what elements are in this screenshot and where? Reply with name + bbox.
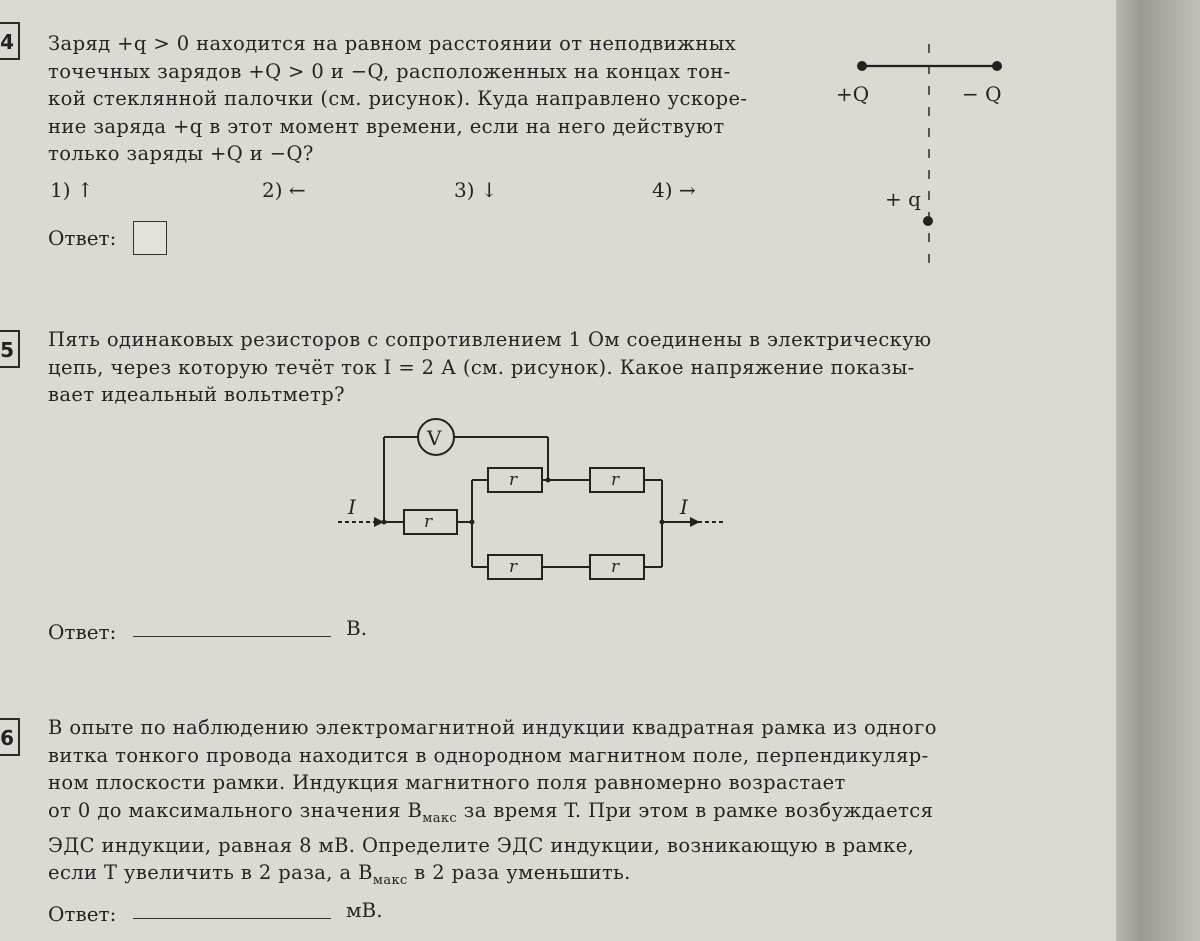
- task-15-line: цепь, через которую течёт ток I = 2 А (см. рисунок). Какое напряжение показы-: [48, 355, 915, 379]
- task-15-line: Пять одинаковых резисторов с сопротивлением 1 Ом соединены в электрическую: [48, 328, 932, 351]
- task-number-16: 6: [0, 718, 20, 756]
- answer-unit-16: мВ.: [346, 898, 383, 922]
- task-14-line: только заряды +Q и −Q?: [48, 142, 314, 165]
- junction: [546, 478, 551, 483]
- current-in-label: I: [348, 495, 356, 519]
- task-number-15: 5: [0, 330, 20, 368]
- junction: [382, 520, 387, 525]
- answer-unit-15: В.: [346, 616, 368, 640]
- label-minus-Q: − Q: [962, 82, 1002, 106]
- task-16-line: ЭДС индукции, равная 8 мВ. Определите ЭДС индукции, возникающую в рамке,: [48, 833, 915, 857]
- option-4[interactable]: 4) →: [652, 178, 696, 202]
- junction: [470, 520, 475, 525]
- option-2[interactable]: 2) ←: [262, 178, 306, 202]
- b-max-subscript: макс: [372, 873, 408, 889]
- task-16-text-part: в 2 раза уменьшить.: [407, 861, 631, 885]
- task-16-text-part: от 0 до максимального значения B: [48, 798, 423, 822]
- task-15-line: вает идеальный вольтметр?: [48, 383, 345, 406]
- voltmeter-label: V: [427, 426, 442, 450]
- option-1[interactable]: 1) ↑: [50, 178, 94, 202]
- task-14-line: кой стеклянной палочки (см. рисунок). Куда направлено ускоре-: [48, 87, 748, 110]
- task-14-line: точечных зарядов +Q > 0 и −Q, расположенных на концах тон-: [48, 59, 731, 83]
- task-16-line: ном плоскости рамки. Индукция магнитного поля равномерно возрастает: [48, 771, 846, 794]
- task-14-line: Заряд +q > 0 находится на равном расстоянии от неподвижных: [48, 32, 737, 55]
- resistor-label: r: [424, 512, 433, 532]
- junction: [660, 520, 665, 525]
- b-max-subscript: макс: [422, 810, 458, 826]
- answer-label-14: Ответ:: [48, 226, 117, 250]
- resistor-label: r: [509, 470, 518, 490]
- label-plus-q: + q: [885, 187, 921, 211]
- task-number-14: 4: [0, 22, 20, 60]
- resistor-label: r: [611, 470, 620, 490]
- answer-label-15: Ответ:: [48, 620, 117, 644]
- task-16-line: В опыте по наблюдению электромагнитной индукции квадратная рамка из одного: [48, 716, 937, 739]
- task-16-line: витка тонкого провода находится в однородном магнитном поле, перпендикуляр-: [48, 743, 929, 767]
- resistor-label: r: [611, 557, 620, 577]
- current-out-label: I: [680, 495, 688, 519]
- task-16-text-part: за время T. При этом в рамке возбуждается: [457, 798, 934, 822]
- current-arrow-out: [690, 517, 700, 527]
- book-spine-shadow: [1116, 0, 1200, 941]
- label-plus-Q: +Q: [836, 82, 870, 106]
- task-16-text-part: если T увеличить в 2 раза, а B: [48, 861, 373, 885]
- task-14-line: ние заряда +q в этот момент времени, если на него действуют: [48, 114, 725, 138]
- answer-label-16: Ответ:: [48, 902, 117, 926]
- resistor-label: r: [509, 557, 518, 577]
- option-3[interactable]: 3) ↓: [454, 178, 498, 202]
